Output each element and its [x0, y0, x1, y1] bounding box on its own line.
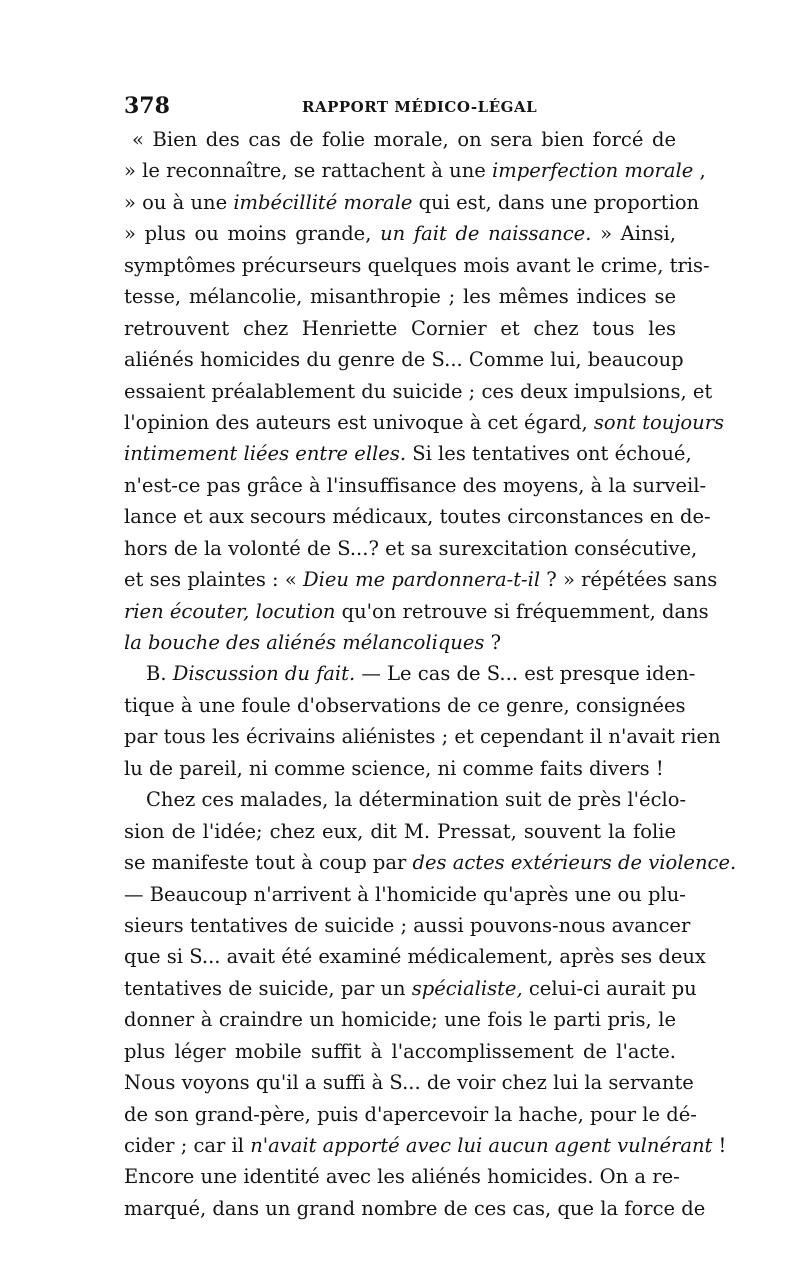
- page-number: 378: [124, 93, 170, 119]
- text-run: tique à une foule d'observations de ce genre, consignées: [124, 693, 686, 717]
- text-line: [124, 690, 686, 721]
- text-run: se manifeste tout à coup par: [124, 851, 413, 875]
- text-line: [124, 627, 676, 658]
- text-run: tesse, mélancolie, misanthropie ; les mêmes indices se: [124, 285, 676, 309]
- text-run: sion de l'idée; chez eux, dit M. Pressat, souvent la folie: [124, 819, 676, 843]
- text-line: [124, 1036, 676, 1067]
- text-line: [124, 941, 706, 972]
- text-run: ?: [484, 631, 502, 654]
- italic-text: des actes extérieurs de violence.: [412, 851, 737, 875]
- italic-text: imbécillité morale: [233, 190, 413, 214]
- text-line: [124, 407, 725, 438]
- text-run: « Bien des cas de folie morale, on sera bien forcé de: [132, 128, 676, 151]
- text-run: cider ; car il: [124, 1134, 251, 1157]
- text-line: [124, 250, 710, 281]
- text-line: [124, 1130, 727, 1161]
- text-line: [124, 1004, 676, 1035]
- text-line: [124, 438, 692, 469]
- text-run: lance et aux secours médicaux, toutes circonstances en de-: [124, 505, 711, 529]
- text-run: !: [712, 1134, 727, 1157]
- text-line: [124, 501, 711, 532]
- body-text: [124, 124, 737, 1224]
- text-run: retrouvent chez Henriette Cornier et chez tous les: [124, 316, 676, 340]
- text-run: qui est, dans une proportion: [412, 190, 700, 214]
- text-line: [124, 658, 696, 689]
- text-run: n'est-ce pas grâce à l'insuffisance des moyens, à la surveil-: [124, 473, 707, 497]
- text-run: lu de pareil, ni comme science, ni comme faits divers !: [124, 756, 664, 780]
- text-line: [124, 376, 713, 407]
- text-run: Chez ces malades, la détermination suit de près l'éclo-: [146, 788, 687, 812]
- text-line: [124, 721, 721, 752]
- text-run: essaient préalablement du suicide ; ces deux impulsions, et: [124, 379, 713, 403]
- text-run: — Beaucoup n'arrivent à l'homicide qu'après une ou plu-: [124, 882, 686, 906]
- text-line: [124, 533, 698, 564]
- text-run: symptômes précurseurs quelques mois avant le crime, tris-: [124, 253, 710, 277]
- text-run: et ses plaintes : «: [124, 568, 303, 592]
- text-line: [124, 124, 676, 155]
- text-line: [124, 1161, 680, 1192]
- text-run: Encore une identité avec les aliénés homicides. On a re-: [124, 1165, 680, 1189]
- text-run: B.: [146, 662, 173, 686]
- text-run: hors de la volonté de S...? et sa surexcitation consécutive,: [124, 536, 698, 560]
- text-run: marqué, dans un grand nombre de ces cas, que la force de: [124, 1196, 706, 1220]
- italic-text: Discussion du fait.: [172, 662, 356, 686]
- text-run: qu'on retrouve si fréquemment, dans: [335, 599, 709, 623]
- italic-text: imperfection morale: [492, 159, 694, 183]
- italic-text: la bouche des aliénés mélancoliques: [124, 631, 485, 654]
- text-run: de son grand-père, puis d'apercevoir la hache, pour le dé-: [124, 1102, 697, 1126]
- text-line: [124, 1099, 697, 1130]
- text-line: [124, 187, 700, 218]
- text-run: » le reconnaître, se rattachent à une: [124, 159, 492, 183]
- text-line: [124, 816, 676, 847]
- italic-text: Dieu me pardonnera-t-il: [302, 568, 541, 592]
- text-run: plus léger mobile suffit à l'accomplissement de l'acte.: [124, 1039, 676, 1063]
- text-run: ,: [693, 159, 706, 183]
- text-run: celui-ci aurait pu: [522, 976, 697, 1000]
- page-header: [124, 92, 680, 120]
- text-line: [124, 596, 709, 627]
- text-line: [124, 847, 737, 878]
- italic-text: intimement liées entre elles.: [124, 442, 407, 466]
- text-run: aliénés homicides du genre de S... Comme lui, beaucoup: [124, 348, 684, 372]
- italic-text: rien écouter, locution: [124, 599, 336, 623]
- italic-text: sont toujours: [593, 410, 725, 434]
- text-run: » plus ou moins grande,: [124, 222, 381, 246]
- text-line: [124, 784, 687, 815]
- text-run: par tous les écrivains aliénistes ; et cependant il n'avait rien: [124, 725, 721, 749]
- text-run: Nous voyons qu'il a suffi à S... de voir chez lui la servante: [124, 1071, 694, 1095]
- text-line: [124, 753, 676, 784]
- text-run: tentatives de suicide, par un: [124, 976, 412, 1000]
- italic-text: n'avait apporté avec lui aucun agent vulnérant: [250, 1134, 713, 1157]
- running-head: RAPPORT MÉDICO-LÉGAL: [302, 98, 538, 116]
- text-run: ? » répétées sans: [540, 568, 718, 592]
- text-line: [124, 973, 697, 1004]
- text-run: donner à craindre un homicide; une fois le parti pris, le: [124, 1008, 676, 1032]
- text-run: que si S... avait été examiné médicalement, après ses deux: [124, 945, 706, 969]
- text-run: — Le cas de S... est presque iden-: [355, 662, 696, 686]
- text-line: [124, 313, 676, 344]
- text-line: [124, 281, 676, 312]
- text-line: [124, 155, 706, 186]
- italic-text: un fait de naissance.: [380, 222, 592, 246]
- text-line: [124, 344, 684, 375]
- text-run: l'opinion des auteurs est univoque à cet égard,: [124, 410, 594, 434]
- text-run: » Ainsi,: [591, 222, 676, 246]
- text-line: [124, 1193, 706, 1224]
- text-run: Si les tentatives ont échoué,: [406, 442, 692, 466]
- text-line: [124, 218, 676, 249]
- text-line: [124, 1067, 694, 1098]
- text-line: [124, 470, 707, 501]
- text-run: sieurs tentatives de suicide ; aussi pouvons-nous avancer: [124, 913, 691, 937]
- italic-text: spécialiste,: [411, 976, 523, 1000]
- text-line: [124, 564, 718, 595]
- text-line: [124, 879, 686, 910]
- text-run: » ou à une: [124, 190, 234, 214]
- text-line: [124, 910, 691, 941]
